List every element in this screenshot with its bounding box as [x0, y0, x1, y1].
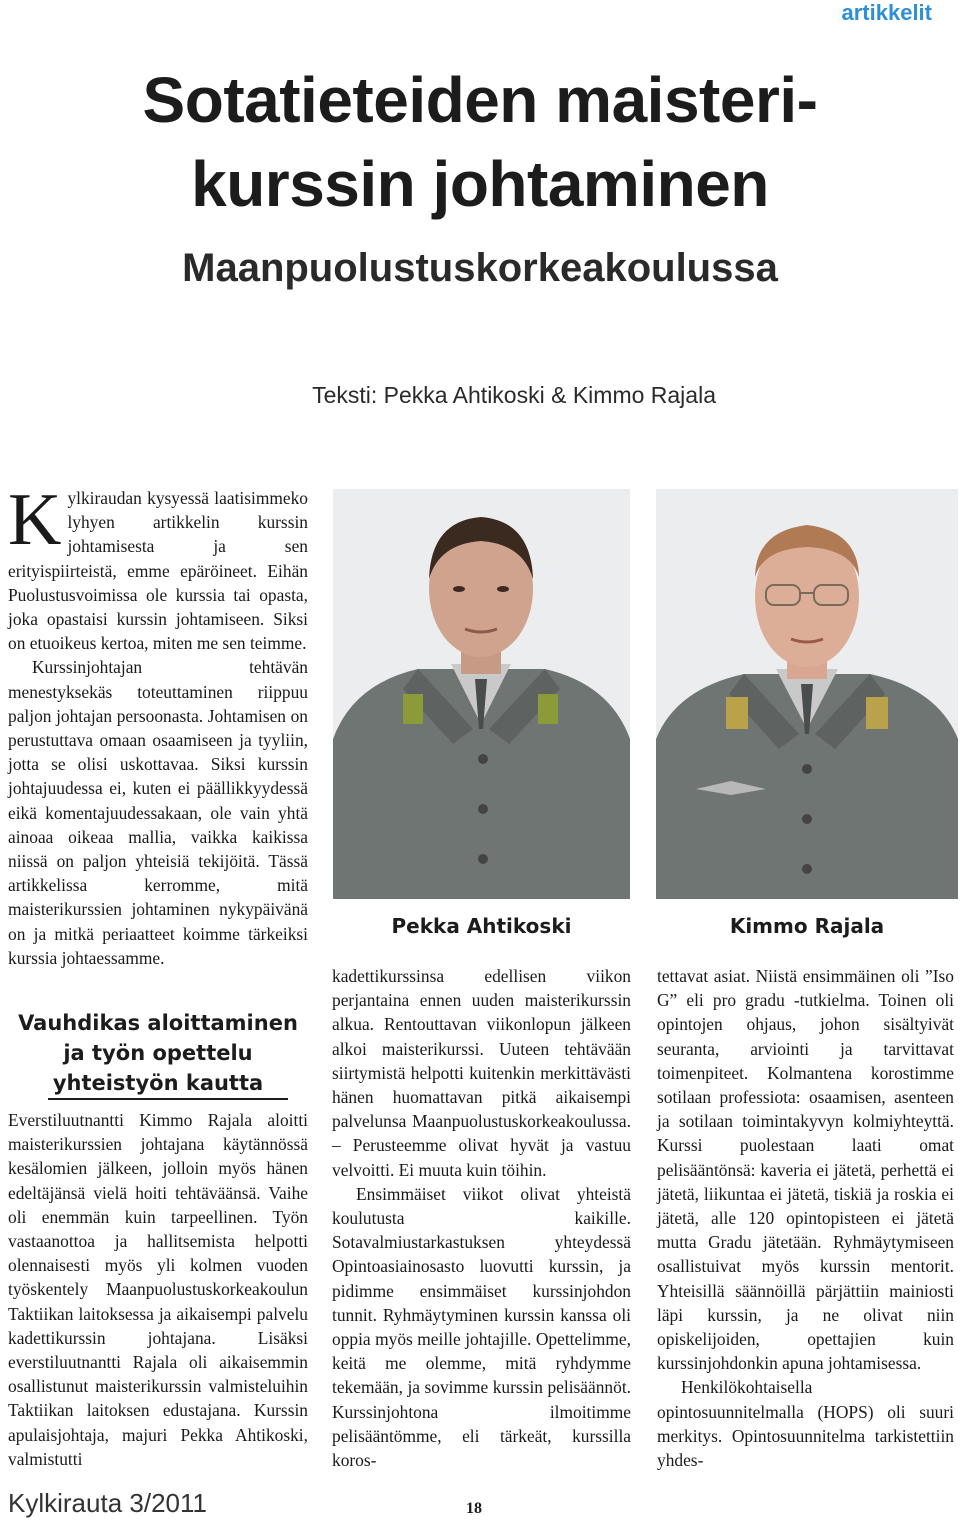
intro-text: ylkiraudan kysyessä laatisimmeko lyhyen artikkelin kurssin johtamisesta ja sen erityispiirteistä, emme epäröineet. Eihän Puolustusvoimissa ole kurssia tai opasta, joka opastaisi kurssin johtamiseen. Siksi on etuoikeus kertoa, miten me sen teimme.	[8, 488, 308, 654]
caption-right: Kimmo Rajala	[729, 914, 885, 938]
caption-left: Pekka Ahtikoski	[391, 914, 572, 938]
byline: Teksti: Pekka Ahtikoski & Kimmo Rajala	[312, 382, 716, 408]
column-1	[8, 479, 308, 970]
photo-kimmo-rajala	[656, 489, 958, 899]
col3-paragraph-1: tettavat asiat. Niistä ensimmäinen oli ”Iso G” eli pro gradu -tutkielma. Toinen oli opintojen ohjaus, johon sisältyivät seuranta, arviointi ja tarvittavat toimenpiteet. Kolmantena korostimme sotilaan professiota: osaamisen, asenteen ja sotilaan toimintakyvyn kolmiyhteyttä. Kurssi puolestaan laati omat pelisääntönsä: kaveria ei jätetä, perhettä ei jätetä, liikuntaa ei jätetä, tiskiä ja roskia ei jätetä, alle 120 opintopisteen ei jätetä mutta Gradu jätetään. Ryhmäytymiseen osallistuivat myös kurssin mentorit. Yhteisillä säännöillä pärjättiin mainiosti läpi kurssin, ja ne olivat niin opiskelijoiden, opettajien kuin kurssinjohdonkin apuna johtamisessa.	[657, 966, 954, 1374]
title-line-1: Sotatieteiden maisteri-	[142, 64, 818, 136]
page-number: 18	[466, 1500, 482, 1517]
col2-paragraph-2: Ensimmäiset viikot olivat yhteistä koulutusta kaikille. Sotavalmiustarkastuksen yhteydessä Opintoasiainosasto luovutti kurssin, ja pidimme ensimmäiset kurssinjohdon tunnit. Ryhmäytyminen kurssin kanssa oli oppia myös meille johtajille. Opettelimme, keitä me olemme, mitä ryhdymme tekemään, ja sovimme kurssin pelisäännöt. Kurssinjohtona ilmoitimme pelisääntömme, eli tärkeät, kurssilla koros-	[332, 1183, 631, 1471]
drop-cap: K	[8, 479, 62, 561]
paragraph-2: Kurssinjohtajan tehtävän menestyksekäs toteuttaminen riippuu paljon johtajan persoonasta. Johtamisen on perustuttava omaan osaamiseen ja tyyliin, jotta se olisi uskottavaa. Siksi kurssin johtajuudessa ei, kuten ei päällikkyydessä eikä komentajuudessakaan, ole vain yhtä ainoaa oikeaa mallia, vaikka kaikissa niissä on paljon yhteisiä tekijöitä. Tässä artikkelissa kerromme, mitä maisterikurssien johtaminen nykypäivänä on ja mitkä periaatteet koimme tärkeiksi kurssia johtaessamme.	[8, 657, 308, 968]
article-title	[0, 58, 960, 226]
photo-pekka-ahtikoski	[333, 489, 630, 899]
magazine-issue: Kylkirauta 3/2011	[8, 1488, 207, 1518]
column-1-lower	[8, 1108, 308, 1471]
paragraph-3: Everstiluutnantti Kimmo Rajala aloitti maisterikurssien johtajana käytännössä kesälomien jälkeen, jolloin myös hänen edeltäjänsä vielä hoiti tehtäväänsä. Vaihe oli enemmän kuin tarpeellinen. Työn vastaanottoa ja hallitsemista helpotti olennaisesti myös yli kolmen vuoden työskentely Maanpuolustuskorkeakoulun Taktiikan laitoksessa ja aikaisempi palvelu kadettikurssin johtajana. Lisäksi everstiluutnantti Rajala oli aikaisemmin osallistunut maisterikurssin valmisteluihin Taktiikan laitoksen edustajana. Kurssin apulaisjohtaja, majuri Pekka Ahtikoski, valmistutti	[8, 1110, 308, 1469]
portrait-illustration	[333, 489, 630, 899]
subheading-line-1: Vauhdikas aloittaminen	[18, 1011, 298, 1035]
portrait-illustration	[656, 489, 958, 899]
column-2	[332, 964, 631, 1472]
column-3	[657, 964, 954, 1472]
intro-paragraph	[8, 479, 308, 655]
col2-paragraph-1: kadettikurssinsa edellisen viikon perjantaina ennen uuden maisterikurssin alkua. Rentouttavan viikonlopun jälkeen alkoi maisterikurssi. Uuteen tehtävään siirtymistä helpotti kuitenkin merkittävästi hänen huomattavan pitkä aikaisempi palvelunsa Maanpuolustuskorkeakoulussa. – Perusteemme olivat hyvät ja vastuu velvoitti. Ei muuta kuin töihin.	[332, 966, 631, 1180]
subheading	[8, 1008, 308, 1098]
subheading-line-3: yhteistyön kautta	[52, 1071, 264, 1095]
subheading-rule	[48, 1098, 288, 1100]
subheading-line-2: ja työn opettelu	[63, 1041, 253, 1065]
article-subtitle: Maanpuolustuskorkeakoulussa	[182, 246, 778, 290]
section-tag: artikkelit	[841, 0, 932, 25]
title-line-2: kurssin johtaminen	[191, 148, 769, 220]
col3-paragraph-2: Henkilökohtaisella opintosuunnitelmalla (HOPS) oli suuri merkitys. Opintosuunnitelma tarkistettiin yhdes-	[657, 1377, 954, 1471]
